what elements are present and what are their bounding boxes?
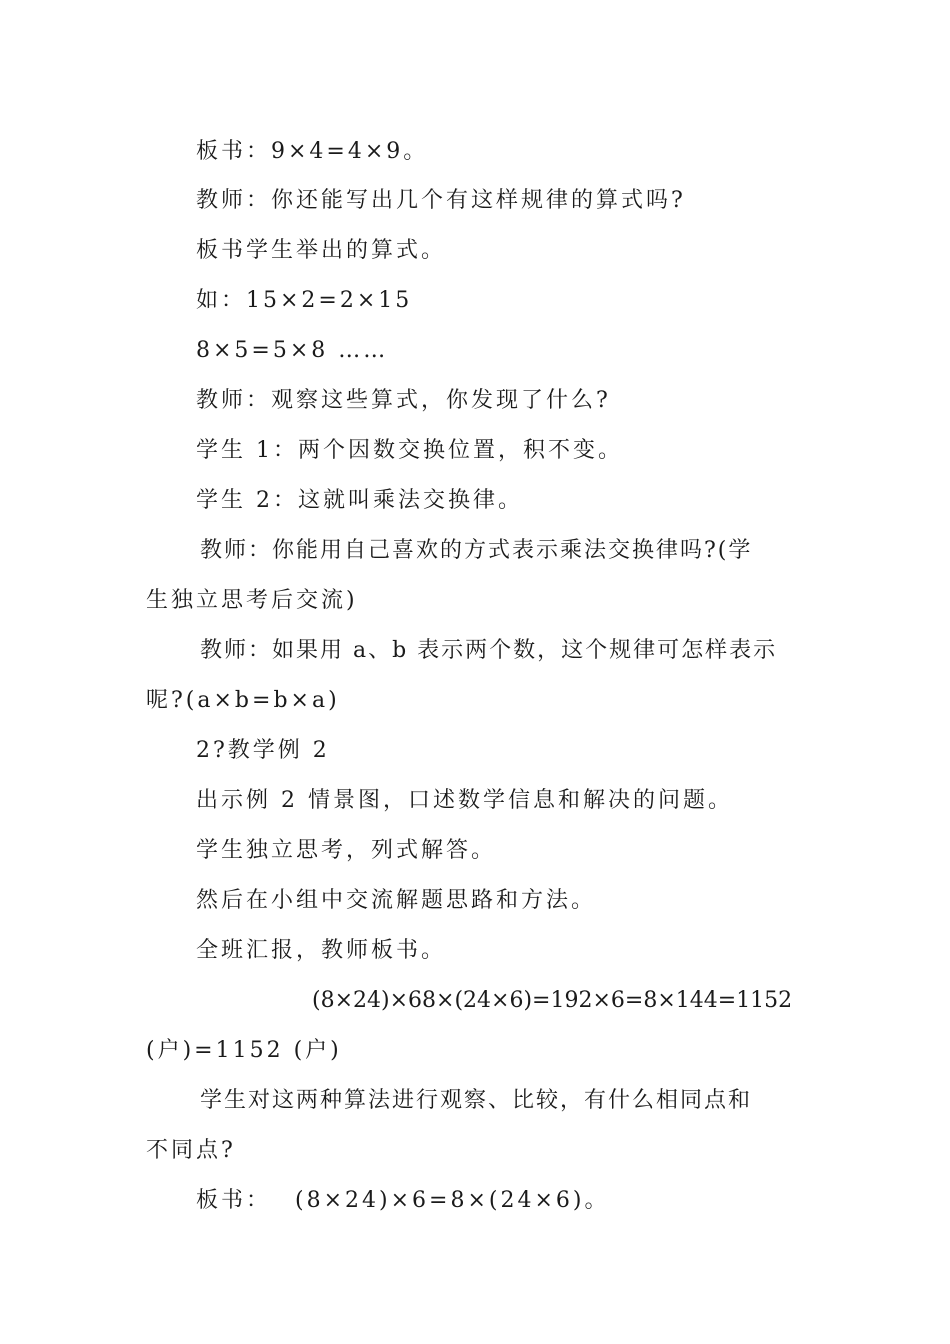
text-line-12: 呢?(a×b=b×a) xyxy=(146,688,340,713)
text-line-4: 如：15×2=2×15 xyxy=(196,288,413,313)
text-line-17: 全班汇报，教师板书。 xyxy=(196,938,447,963)
text-line-6: 教师：观察这些算式，你发现了什么? xyxy=(196,388,611,413)
text-line-15: 学生独立思考，列式解答。 xyxy=(196,838,497,863)
text-line-8: 学生 2：这就叫乘法交换律。 xyxy=(196,488,523,513)
text-line-16: 然后在小组中交流解题思路和方法。 xyxy=(196,888,597,913)
text-line-9: 教师：你能用自己喜欢的方式表示乘法交换律吗?(学 xyxy=(200,538,753,563)
text-line-20: 学生对这两种算法进行观察、比较，有什么相同点和 xyxy=(200,1088,753,1113)
text-line-13: 2?教学例 2 xyxy=(196,738,330,763)
text-line-21: 不同点? xyxy=(146,1138,236,1163)
text-line-1: 板书：9×4=4×9。 xyxy=(196,139,429,164)
text-line-18: (8×24)×68×(24×6)=192×6=8×144=1152 xyxy=(312,988,793,1013)
text-line-10: 生独立思考后交流) xyxy=(146,588,358,613)
text-line-3: 板书学生举出的算式。 xyxy=(196,238,447,263)
text-line-11: 教师：如果用 a、b 表示两个数，这个规律可怎样表示 xyxy=(200,638,778,663)
text-line-22: 板书： (8×24)×6=8×(24×6)。 xyxy=(196,1188,610,1213)
text-line-5: 8×5=5×8 …… xyxy=(196,338,389,363)
text-line-19: (户)=1152 (户) xyxy=(146,1038,342,1063)
text-line-2: 教师：你还能写出几个有这样规律的算式吗? xyxy=(196,188,686,213)
text-line-7: 学生 1：两个因数交换位置，积不变。 xyxy=(196,438,623,463)
text-line-14: 出示例 2 情景图，口述数学信息和解决的问题。 xyxy=(196,788,733,813)
